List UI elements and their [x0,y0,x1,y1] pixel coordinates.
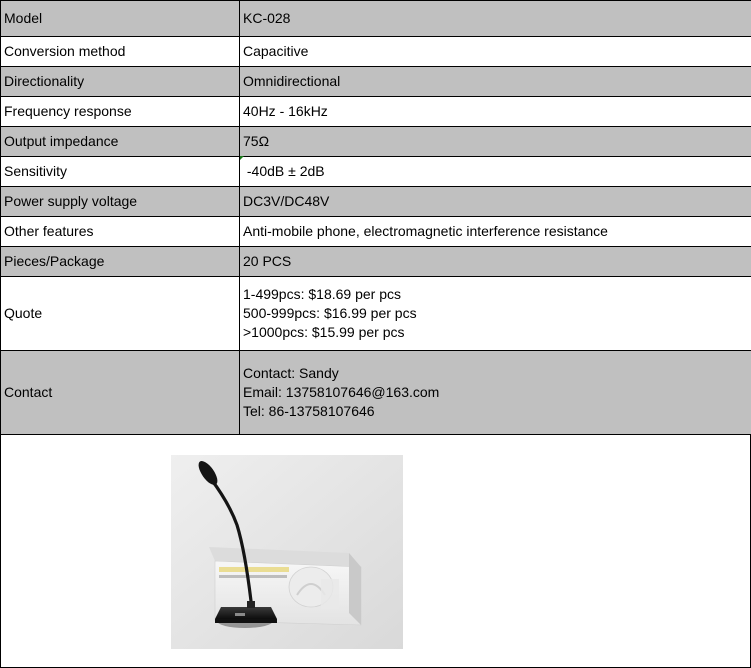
spec-label-sensitivity: Sensitivity [1,157,240,187]
table-row [1,67,751,97]
spec-value-features: Anti-mobile phone, electromagnetic interference resistance [240,217,751,247]
spec-label-features: Other features [1,217,240,247]
table-row [1,351,751,435]
table-row [1,1,751,37]
table-row [1,157,751,187]
table-row [1,97,751,127]
spec-label-frequency: Frequency response [1,97,240,127]
spec-value-power: DC3V/DC48V [240,187,751,217]
table-row [1,217,751,247]
spec-value-directionality: Omnidirectional [240,67,751,97]
table-row [1,277,751,351]
spec-label-model: Model [1,1,240,37]
spec-label-contact: Contact [1,351,240,435]
spec-label-power: Power supply voltage [1,187,240,217]
spec-label-impedance: Output impedance [1,127,240,157]
table-row [1,37,751,67]
spec-value-conversion: Capacitive [240,37,751,67]
contact-phone: Tel: 86-13758107646 [243,403,375,419]
spec-label-package: Pieces/Package [1,247,240,277]
spec-value-impedance: 75Ω [240,127,751,157]
spec-value-model: KC-028 [240,1,751,37]
quote-line: 500-999pcs: $16.99 per pcs [243,305,417,321]
spec-value-quote [240,277,751,351]
contact-email: Email: 13758107646@163.com [243,384,440,400]
quote-line: >1000pcs: $15.99 per pcs [243,324,405,340]
product-image-cell [0,435,751,668]
spec-value-package: 20 PCS [240,247,751,277]
quote-line: 1-499pcs: $18.69 per pcs [243,286,401,302]
spec-value-frequency: 40Hz - 16kHz [240,97,751,127]
spec-label-quote: Quote [1,277,240,351]
spec-value-sensitivity: -40dB ± 2dB [240,157,751,187]
spec-label-directionality: Directionality [1,67,240,97]
gooseneck-microphone-photo [171,455,403,649]
cell-comment-marker [240,156,244,160]
table-row [1,127,751,157]
table-row [1,247,751,277]
table-row [1,187,751,217]
spec-value-contact [240,351,751,435]
spec-label-conversion: Conversion method [1,37,240,67]
contact-name: Contact: Sandy [243,365,339,381]
